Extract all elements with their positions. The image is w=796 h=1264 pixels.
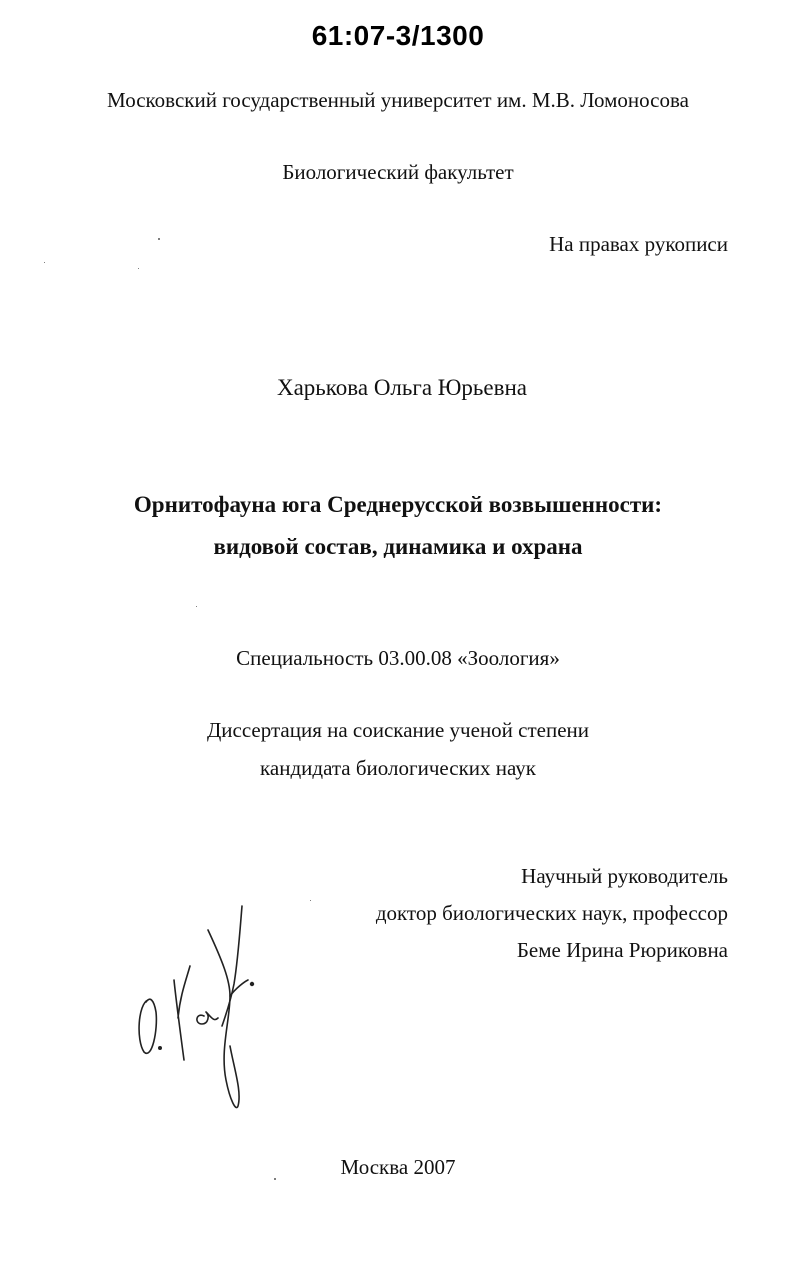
handwritten-signature [130,900,270,1115]
scan-speck [44,262,45,263]
faculty-name: Биологический факультет [282,160,514,184]
scan-speck [196,606,197,607]
author-name: Харькова Ольга Юрьевна [276,375,527,400]
dissertation-title-line-1: Орнитофауна юга Среднерусской возвышенности: [133,492,663,517]
scan-speck [274,1178,276,1180]
dissertation-title-line-2: видовой состав, динамика и охрана [213,534,583,559]
scan-speck [158,238,160,240]
supervisor-name: Беме Ирина Рюриковна [516,938,728,962]
place-year: Москва 2007 [340,1155,456,1179]
supervisor-degree: доктор биологических наук, профессор [375,901,728,925]
degree-line-1: Диссертация на соискание ученой степени [206,718,590,742]
university-name: Московский государственный университет им. М.В. Ломоносова [107,88,689,112]
supervisor-label: Научный руководитель [521,864,728,888]
rights-note: На правах рукописи [549,232,728,256]
degree-line-2: кандидата биологических наук [260,756,536,780]
scan-speck [138,268,139,269]
specialty: Специальность 03.00.08 «Зоология» [236,646,560,670]
archive-stamp-number: 61:07-3/1300 [311,20,485,51]
scan-speck [310,900,311,901]
